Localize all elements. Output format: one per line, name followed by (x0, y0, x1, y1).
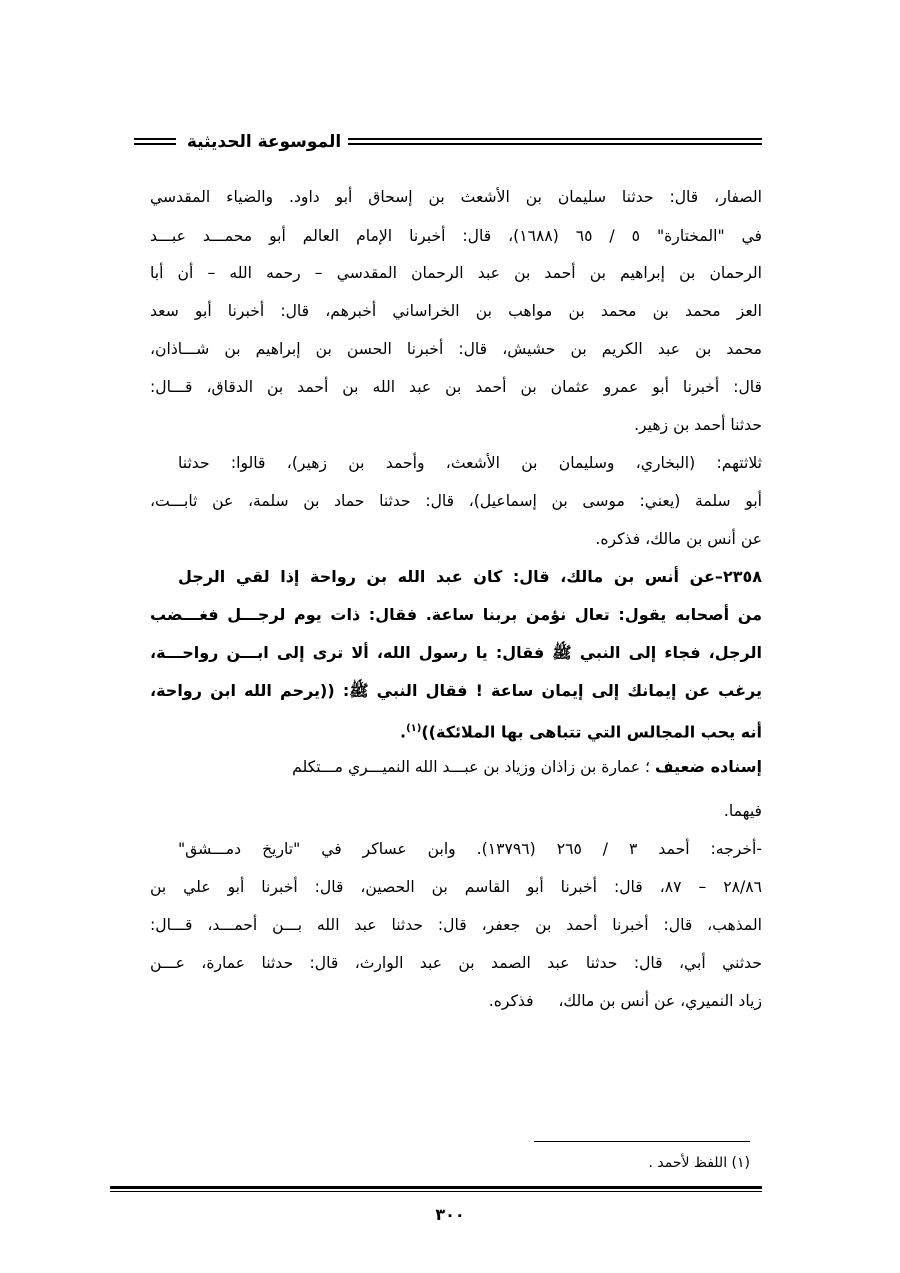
footnote-marker: (١) (406, 723, 422, 734)
hadith-text: أنه يحب المجالس التي تتباهى بها الملائكة)) (421, 722, 762, 742)
header-title: الموسوعة الحديثية (186, 132, 342, 152)
header-rule-left (134, 138, 176, 145)
hadith-line: من أصحابه يقول: تعال نؤمن بربنا ساعة. فقال: ذات يوم لرجـــل فغـــضب (150, 605, 762, 624)
text-line: زياد النميري، عن أنس بن مالك، فذكره. (488, 992, 762, 1010)
text-line: في "المختارة" ٥ / ٦٥ (١٦٨٨)، قال: أخبرنا الإمام العالم أبو محمـــد عبـــد (150, 227, 762, 245)
text-line: حدثنا أحمد بن زهير. (634, 416, 762, 434)
hadith-line: الرجل، فجاء إلى النبي ﷺ فقال: يا رسول الله، ألا ترى إلى ابـــن رواحـــة، (150, 643, 762, 662)
page-number: ٣٠٠ (435, 1205, 465, 1224)
footnote: (١) اللفظ لأحمد . (648, 1155, 750, 1171)
hadith-line-last (150, 714, 762, 744)
grading-label: إسناده ضعيف (654, 757, 762, 776)
text-line: -أخرجه: أحمد ٣ / ٢٦٥ (١٣٧٩٦). وابن عساكر في "تاريخ دمـــشق" (178, 840, 762, 858)
text-line: عن أنس بن مالك، فذكره. (595, 530, 762, 548)
hadith-line: ٢٣٥٨–عن أنس بن مالك، قال: كان عبد الله بن رواحة إذا لقي الرجل (178, 567, 762, 586)
text-line: الصفار، قال: حدثنا سليمان بن الأشعث بن إسحاق أبو داود. والضياء المقدسي (150, 188, 762, 206)
text-line: حدثني أبي، قال: حدثنا عبد الصمد بن عبد الوارث، قال: حدثنا عمارة، عـــن (150, 954, 762, 972)
text-line: فيهما. (723, 802, 762, 820)
footnote-separator (534, 1141, 750, 1142)
hadith-end-dot: . (400, 722, 407, 742)
text-line: المذهب، قال: أخبرنا أحمد بن جعفر، قال: حدثنا عبد الله بـــن أحمـــد، قـــال: (150, 916, 762, 934)
footer-rule (110, 1186, 762, 1192)
running-header (134, 128, 762, 162)
text-line: العز محمد بن محمد بن مواهب بن الخراساني أخبرهم، قال: أخبرنا أبو سعد (150, 302, 762, 320)
header-rule-right (348, 138, 762, 145)
text-line: قال: أخبرنا أبو عمرو عثمان بن أحمد بن عبد الله بن أحمد بن الدقاق، قـــال: (150, 378, 762, 396)
text-line: ٢٨/٨٦ – ٨٧، قال: أخبرنا أبو القاسم بن الحصين، قال: أخبرنا أبو علي بن (150, 878, 762, 896)
hadith-line: يرغب عن إيمانك إلى إيمان ساعة ! فقال النبي ﷺ: ((يرحم الله ابن رواحة، (150, 681, 762, 700)
text-line: أبو سلمة (يعني: موسى بن إسماعيل)، قال: حدثنا حماد بن سلمة، عن ثابـــت، (150, 492, 762, 510)
text-line: الرحمان بن إبراهيم بن أحمد بن عبد الرحمان المقدسي – رحمه الله – أن أبا (150, 264, 762, 282)
grading-line (178, 752, 762, 782)
text-line: محمد بن عبد الكريم بن حشيش، قال: أخبرنا الحسن بن إبراهيم بن شـــاذان، (150, 340, 762, 358)
grading-text: ؛ عمارة بن زاذان وزياد بن عبـــد الله النميـــري مـــتكلم (292, 758, 655, 776)
text-line: ثلاثتهم: (البخاري، وسليمان بن الأشعث، وأحمد بن زهير)، قالوا: حدثنا (178, 454, 762, 472)
